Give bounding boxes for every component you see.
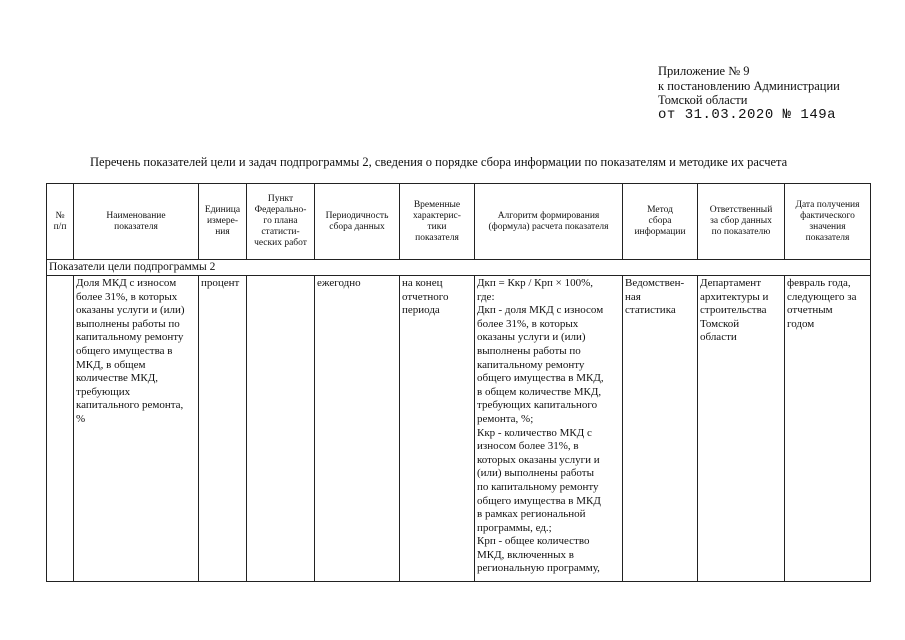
text-line: МКД, в общем bbox=[76, 358, 146, 371]
text-line: Временные bbox=[413, 199, 461, 210]
text-line: го плана bbox=[263, 216, 298, 226]
cell-date bbox=[785, 276, 871, 582]
text-line: сбора bbox=[648, 216, 672, 226]
header-time-characteristics bbox=[400, 184, 475, 260]
appendix-block bbox=[658, 64, 840, 122]
text-line: оказаны услуги и (или) bbox=[477, 331, 586, 344]
header-algorithm bbox=[475, 184, 623, 260]
header-federal-plan bbox=[247, 184, 315, 260]
appendix-resolution: к постановлению Администрации bbox=[658, 78, 840, 93]
text-line: Томской bbox=[700, 317, 740, 330]
header-date bbox=[785, 184, 871, 260]
text-line: более 31%, в которых bbox=[76, 290, 178, 303]
text-line: ремонта, %; bbox=[477, 412, 534, 425]
text-line: ческих работ bbox=[254, 238, 307, 248]
text-line: фактического bbox=[800, 210, 855, 221]
text-line: Единица bbox=[204, 205, 241, 215]
text-line: информации bbox=[634, 227, 686, 237]
table-row bbox=[47, 276, 871, 582]
text-line: по показателю bbox=[711, 227, 771, 237]
text-line: выполнены работы по bbox=[76, 317, 180, 330]
text-line: капитальному ремонту bbox=[477, 358, 585, 371]
text-line: на конец bbox=[402, 277, 443, 289]
header-name bbox=[74, 184, 199, 260]
text-line: показателя bbox=[805, 232, 850, 243]
text-line: капитального ремонта, bbox=[76, 399, 184, 412]
text-line: в общем количестве МКД, bbox=[477, 385, 602, 398]
header-responsible bbox=[698, 184, 785, 260]
cell-num bbox=[47, 276, 74, 582]
cell-responsible bbox=[698, 276, 785, 582]
text-line: ная bbox=[625, 290, 641, 303]
text-line: (формула) расчета показателя bbox=[488, 221, 609, 232]
text-line: Дкп - доля МКД с износом bbox=[477, 304, 604, 317]
cell-periodicity bbox=[315, 276, 400, 582]
text-line: более 31%, в которых bbox=[477, 317, 579, 330]
text-line: следующего за bbox=[787, 290, 857, 303]
text-line: февраль года, bbox=[787, 277, 851, 289]
text-line: № bbox=[55, 210, 65, 221]
document-title: Перечень показателей цели и задач подпрограммы 2, сведения о порядке сбора информации по показателям и методике их расчета bbox=[90, 155, 788, 169]
header-method bbox=[623, 184, 698, 260]
appendix-date: от 31.03.2020 № 149а bbox=[658, 106, 837, 123]
text-line: общего имущества в bbox=[76, 344, 173, 357]
text-line: количестве МКД, bbox=[76, 372, 159, 385]
text-line: % bbox=[76, 412, 86, 425]
text-line: Метод bbox=[647, 205, 673, 215]
text-line: измере- bbox=[206, 216, 239, 226]
text-line: Крп - общее количество bbox=[477, 535, 590, 548]
text-line: архитектуры и bbox=[700, 290, 769, 303]
text-line: Пункт bbox=[267, 194, 294, 204]
header-periodicity bbox=[315, 184, 400, 260]
text-line: области bbox=[700, 331, 737, 344]
text-line: которых оказаны услуги и bbox=[477, 453, 600, 466]
text-line: общего имущества в МКД, bbox=[477, 372, 604, 385]
text-line: в рамках региональной bbox=[477, 508, 586, 521]
text-line: ния bbox=[215, 227, 230, 237]
text-line: региональную программу, bbox=[477, 562, 600, 575]
appendix-region: Томской области bbox=[658, 93, 748, 107]
text-line: значения bbox=[809, 221, 846, 232]
header-num bbox=[47, 184, 74, 260]
text-line: статистика bbox=[625, 304, 676, 317]
text-line: статисти- bbox=[261, 227, 300, 237]
text-line: показателя bbox=[415, 232, 459, 243]
text-line: износом более 31%, в bbox=[477, 440, 579, 453]
cell-unit bbox=[199, 276, 247, 582]
text-line: Ведомствен- bbox=[625, 277, 685, 289]
text-line: общего имущества в МКД bbox=[477, 494, 601, 507]
text-line: тики bbox=[427, 221, 447, 232]
table-header-row bbox=[47, 184, 871, 260]
text-line: Наименование bbox=[106, 210, 166, 221]
text-line: Департамент bbox=[700, 277, 762, 289]
text-line: программы, ед.; bbox=[477, 521, 552, 534]
text-line: Ккр - количество МКД с bbox=[477, 426, 592, 439]
cell-method bbox=[623, 276, 698, 582]
cell-time-characteristics bbox=[400, 276, 475, 582]
text-line: Ответственный bbox=[709, 205, 773, 215]
text-line: МКД, включенных в bbox=[477, 548, 574, 561]
text-line: Дкп = Ккр / Крп × 100%, bbox=[477, 277, 594, 289]
header-unit bbox=[199, 184, 247, 260]
text-line: годом bbox=[787, 317, 815, 330]
text-line: Доля МКД с износом bbox=[76, 277, 177, 289]
text-line: требующих bbox=[76, 385, 131, 398]
cell-algorithm bbox=[475, 276, 623, 582]
text-line: характерис- bbox=[413, 210, 461, 221]
text-line: Дата получения bbox=[795, 199, 860, 210]
text-line: Федерально- bbox=[254, 205, 307, 215]
text-line: капитальному ремонту bbox=[76, 331, 184, 344]
text-line: Периодичность bbox=[325, 210, 389, 221]
appendix-number: Приложение № 9 bbox=[658, 64, 750, 78]
text-line: по капитальному ремонту bbox=[477, 480, 599, 493]
cell-federal-plan bbox=[247, 276, 315, 582]
text-line: периода bbox=[402, 304, 440, 317]
text-line: оказаны услуги и (или) bbox=[76, 304, 185, 317]
text-line: строительства bbox=[700, 304, 767, 317]
text-line: п/п bbox=[53, 221, 67, 232]
text-line: требующих капитального bbox=[477, 399, 598, 412]
text-line: выполнены работы по bbox=[477, 344, 581, 357]
text-line: ежегодно bbox=[317, 277, 361, 289]
text-line: сбора данных bbox=[329, 221, 385, 232]
text-line: отчетным bbox=[787, 304, 833, 317]
text-line: отчетного bbox=[402, 290, 449, 303]
text-line: Алгоритм формирования bbox=[497, 210, 600, 221]
text-line: процент bbox=[201, 277, 240, 289]
text-line: где: bbox=[477, 290, 495, 303]
text-line: (или) выполнены работы bbox=[477, 467, 594, 480]
section-label: Показатели цели подпрограммы 2 bbox=[47, 260, 871, 276]
indicators-table bbox=[46, 183, 871, 582]
cell-name bbox=[74, 276, 199, 582]
section-row bbox=[47, 260, 871, 276]
text-line: за сбор данных bbox=[710, 216, 772, 226]
text-line: показателя bbox=[114, 221, 158, 232]
